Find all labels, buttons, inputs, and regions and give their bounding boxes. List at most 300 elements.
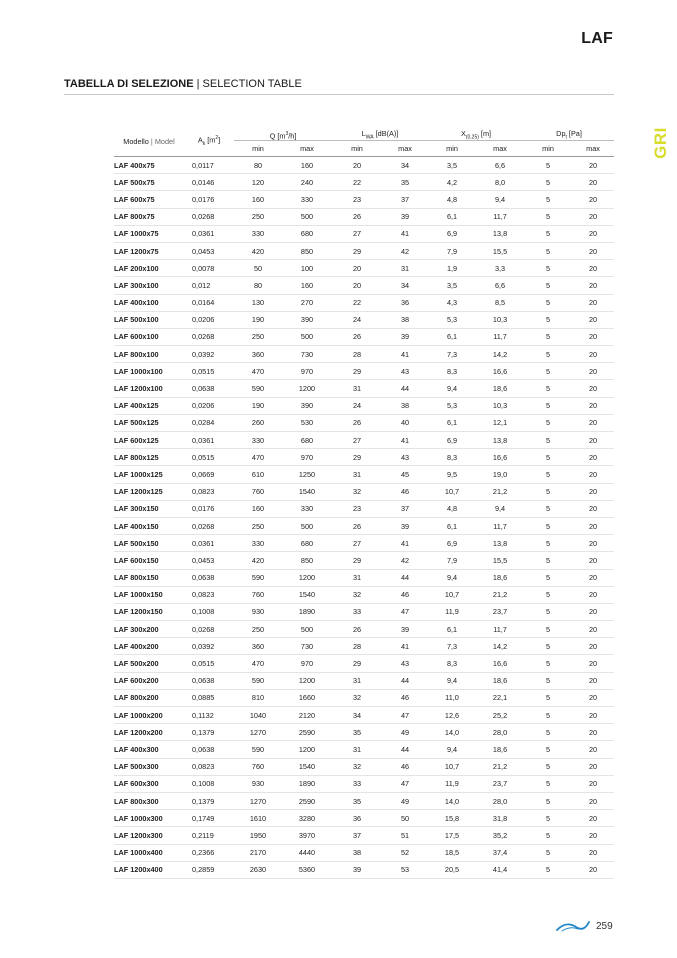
value-cell: 29 <box>332 449 382 466</box>
table-row <box>114 775 614 792</box>
value-cell: 9,5 <box>428 466 476 483</box>
value-cell: 13,8 <box>476 225 524 242</box>
x-max-header: max <box>476 141 524 157</box>
value-cell: 41 <box>382 225 428 242</box>
value-cell: 10,7 <box>428 758 476 775</box>
value-cell: 20 <box>572 311 614 328</box>
value-cell: 12,1 <box>476 414 524 431</box>
dp-max-header: max <box>572 141 614 157</box>
col-header-q: Q $[m^3/h]$ <box>234 126 332 141</box>
value-cell: 590 <box>234 741 282 758</box>
ak-cell: 0,0392 <box>184 638 234 655</box>
ak-cell: 0,1008 <box>184 775 234 792</box>
table-row <box>114 191 614 208</box>
value-cell: 120 <box>234 174 282 191</box>
table-row <box>114 225 614 242</box>
value-cell: 5 <box>524 277 572 294</box>
value-cell: 1540 <box>282 758 332 775</box>
col-header-model: Modello | Model <box>114 126 184 157</box>
model-cell: LAF 600x100 <box>114 328 184 345</box>
value-cell: 18,6 <box>476 672 524 689</box>
lwa-max-header: max <box>382 141 428 157</box>
model-cell: LAF 800x100 <box>114 346 184 363</box>
value-cell: 46 <box>382 483 428 500</box>
value-cell: 530 <box>282 414 332 431</box>
dp-min-header: min <box>524 141 572 157</box>
value-cell: 43 <box>382 655 428 672</box>
value-cell: 810 <box>234 689 282 706</box>
model-cell: LAF 1200x200 <box>114 724 184 741</box>
value-cell: 730 <box>282 346 332 363</box>
table-row <box>114 432 614 449</box>
value-cell: 18,6 <box>476 741 524 758</box>
value-cell: 20 <box>572 414 614 431</box>
value-cell: 970 <box>282 449 332 466</box>
value-cell: 5 <box>524 621 572 638</box>
value-cell: 1270 <box>234 724 282 741</box>
value-cell: 21,2 <box>476 483 524 500</box>
ak-cell: 0,0176 <box>184 500 234 517</box>
value-cell: 20 <box>572 208 614 225</box>
value-cell: 5 <box>524 638 572 655</box>
value-cell: 20 <box>572 655 614 672</box>
value-cell: 53 <box>382 861 428 878</box>
ak-cell: 0,0453 <box>184 552 234 569</box>
value-cell: 470 <box>234 655 282 672</box>
wave-logo-icon <box>556 920 590 932</box>
value-cell: 9,4 <box>428 569 476 586</box>
model-cell: LAF 400x150 <box>114 517 184 534</box>
value-cell: 6,1 <box>428 517 476 534</box>
model-cell: LAF 300x200 <box>114 621 184 638</box>
value-cell: 5 <box>524 242 572 259</box>
value-cell: 6,9 <box>428 225 476 242</box>
value-cell: 250 <box>234 621 282 638</box>
value-cell: 20 <box>572 827 614 844</box>
value-cell: 28 <box>332 638 382 655</box>
value-cell: 5 <box>524 741 572 758</box>
ak-cell: 0,0361 <box>184 432 234 449</box>
section-title-separator: | <box>193 78 203 90</box>
table-row <box>114 174 614 191</box>
value-cell: 29 <box>332 363 382 380</box>
model-cell: LAF 400x100 <box>114 294 184 311</box>
model-cell: LAF 800x200 <box>114 689 184 706</box>
value-cell: 5 <box>524 174 572 191</box>
value-cell: 41 <box>382 638 428 655</box>
value-cell: 20 <box>572 638 614 655</box>
value-cell: 360 <box>234 346 282 363</box>
value-cell: 21,2 <box>476 758 524 775</box>
model-cell: LAF 1200x100 <box>114 380 184 397</box>
value-cell: 1610 <box>234 810 282 827</box>
ak-cell: 0,0361 <box>184 225 234 242</box>
ak-cell: 0,0515 <box>184 449 234 466</box>
ak-cell: 0,0164 <box>184 294 234 311</box>
ak-cell: 0,0515 <box>184 655 234 672</box>
value-cell: 20 <box>572 328 614 345</box>
table-row <box>114 792 614 809</box>
value-cell: 11,0 <box>428 689 476 706</box>
col-header-x: $X_{(0,25)}$ [m] <box>428 126 524 141</box>
ak-cell: 0,0823 <box>184 758 234 775</box>
value-cell: 31 <box>382 260 428 277</box>
table-row <box>114 380 614 397</box>
value-cell: 20 <box>572 586 614 603</box>
value-cell: 5 <box>524 346 572 363</box>
table-row <box>114 363 614 380</box>
value-cell: 5 <box>524 603 572 620</box>
side-tab <box>650 126 672 160</box>
model-cell: LAF 1000x100 <box>114 363 184 380</box>
value-cell: 1270 <box>234 792 282 809</box>
value-cell: 330 <box>234 535 282 552</box>
value-cell: 7,3 <box>428 346 476 363</box>
value-cell: 32 <box>332 689 382 706</box>
value-cell: 6,9 <box>428 432 476 449</box>
value-cell: 10,3 <box>476 311 524 328</box>
value-cell: 20 <box>572 174 614 191</box>
value-cell: 29 <box>332 655 382 672</box>
value-cell: 39 <box>382 621 428 638</box>
value-cell: 420 <box>234 242 282 259</box>
value-cell: 1250 <box>282 466 332 483</box>
value-cell: 13,8 <box>476 535 524 552</box>
table-row <box>114 483 614 500</box>
col-header-ak: $A_k$ $[m^2]$ <box>184 126 234 157</box>
value-cell: 5 <box>524 586 572 603</box>
value-cell: 31,8 <box>476 810 524 827</box>
value-cell: 8,3 <box>428 449 476 466</box>
value-cell: 39 <box>382 517 428 534</box>
value-cell: 20 <box>572 346 614 363</box>
value-cell: 11,7 <box>476 328 524 345</box>
value-cell: 80 <box>234 157 282 174</box>
value-cell: 37 <box>332 827 382 844</box>
value-cell: 33 <box>332 775 382 792</box>
value-cell: 5,3 <box>428 311 476 328</box>
value-cell: 15,5 <box>476 242 524 259</box>
value-cell: 36 <box>332 810 382 827</box>
ak-cell: 0,0268 <box>184 621 234 638</box>
value-cell: 160 <box>282 277 332 294</box>
value-cell: 46 <box>382 586 428 603</box>
value-cell: 32 <box>332 586 382 603</box>
value-cell: 41 <box>382 432 428 449</box>
table-row <box>114 827 614 844</box>
value-cell: 34 <box>382 157 428 174</box>
value-cell: 5 <box>524 775 572 792</box>
table-row <box>114 672 614 689</box>
value-cell: 46 <box>382 689 428 706</box>
value-cell: 7,3 <box>428 638 476 655</box>
value-cell: 500 <box>282 621 332 638</box>
value-cell: 9,4 <box>476 191 524 208</box>
value-cell: 35 <box>382 174 428 191</box>
value-cell: 38 <box>332 844 382 861</box>
value-cell: 20 <box>572 483 614 500</box>
model-cell: LAF 500x75 <box>114 174 184 191</box>
table-row <box>114 655 614 672</box>
value-cell: 5 <box>524 191 572 208</box>
value-cell: 11,7 <box>476 517 524 534</box>
value-cell: 24 <box>332 311 382 328</box>
value-cell: 730 <box>282 638 332 655</box>
value-cell: 500 <box>282 517 332 534</box>
value-cell: 5 <box>524 449 572 466</box>
value-cell: 160 <box>234 191 282 208</box>
value-cell: 970 <box>282 655 332 672</box>
value-cell: 20 <box>572 758 614 775</box>
table-row <box>114 346 614 363</box>
value-cell: 41 <box>382 346 428 363</box>
ak-cell: 0,0078 <box>184 260 234 277</box>
value-cell: 50 <box>382 810 428 827</box>
value-cell: 26 <box>332 414 382 431</box>
model-cell: LAF 300x150 <box>114 500 184 517</box>
section-title <box>64 78 614 95</box>
value-cell: 5 <box>524 328 572 345</box>
table-row <box>114 517 614 534</box>
ak-cell: 0,0453 <box>184 242 234 259</box>
value-cell: 29 <box>332 242 382 259</box>
table-row <box>114 157 614 174</box>
value-cell: 8,5 <box>476 294 524 311</box>
value-cell: 31 <box>332 741 382 758</box>
value-cell: 680 <box>282 225 332 242</box>
value-cell: 16,6 <box>476 363 524 380</box>
model-cell: LAF 1000x125 <box>114 466 184 483</box>
table-row <box>114 638 614 655</box>
model-cell: LAF 800x75 <box>114 208 184 225</box>
table-row <box>114 724 614 741</box>
value-cell: 20 <box>572 844 614 861</box>
col-header-dp: $Dp_t$ [Pa] <box>524 126 614 141</box>
model-cell: LAF 1200x300 <box>114 827 184 844</box>
value-cell: 4,2 <box>428 174 476 191</box>
ak-cell: 0,0392 <box>184 346 234 363</box>
value-cell: 42 <box>382 242 428 259</box>
table-row <box>114 449 614 466</box>
value-cell: 5 <box>524 483 572 500</box>
ak-cell: 0,2859 <box>184 861 234 878</box>
value-cell: 680 <box>282 535 332 552</box>
value-cell: 5 <box>524 432 572 449</box>
model-cell: LAF 1200x400 <box>114 861 184 878</box>
ak-cell: 0,1379 <box>184 724 234 741</box>
ak-cell: 0,1749 <box>184 810 234 827</box>
model-cell: LAF 600x125 <box>114 432 184 449</box>
value-cell: 20 <box>572 792 614 809</box>
value-cell: 20 <box>332 157 382 174</box>
value-cell: 4440 <box>282 844 332 861</box>
value-cell: 20 <box>572 449 614 466</box>
model-cell: LAF 400x200 <box>114 638 184 655</box>
value-cell: 20 <box>572 535 614 552</box>
table-row <box>114 277 614 294</box>
value-cell: 23,7 <box>476 603 524 620</box>
value-cell: 6,1 <box>428 414 476 431</box>
ak-cell: 0,1008 <box>184 603 234 620</box>
ak-cell: 0,0284 <box>184 414 234 431</box>
value-cell: 11,7 <box>476 621 524 638</box>
value-cell: 34 <box>382 277 428 294</box>
value-cell: 2590 <box>282 792 332 809</box>
value-cell: 20 <box>572 260 614 277</box>
table-row <box>114 242 614 259</box>
value-cell: 31 <box>332 380 382 397</box>
value-cell: 15,8 <box>428 810 476 827</box>
value-cell: 39 <box>332 861 382 878</box>
value-cell: 1040 <box>234 707 282 724</box>
value-cell: 5 <box>524 414 572 431</box>
ak-cell: 0,2119 <box>184 827 234 844</box>
value-cell: 20 <box>572 380 614 397</box>
value-cell: 1950 <box>234 827 282 844</box>
value-cell: 5 <box>524 311 572 328</box>
value-cell: 28 <box>332 346 382 363</box>
value-cell: 10,7 <box>428 483 476 500</box>
value-cell: 37,4 <box>476 844 524 861</box>
value-cell: 51 <box>382 827 428 844</box>
value-cell: 7,9 <box>428 552 476 569</box>
table-row <box>114 552 614 569</box>
value-cell: 5 <box>524 208 572 225</box>
value-cell: 5 <box>524 397 572 414</box>
value-cell: 850 <box>282 242 332 259</box>
model-cell: LAF 1000x200 <box>114 707 184 724</box>
value-cell: 35 <box>332 724 382 741</box>
value-cell: 20 <box>572 569 614 586</box>
model-cell: LAF 1200x75 <box>114 242 184 259</box>
value-cell: 37 <box>382 500 428 517</box>
model-cell: LAF 500x125 <box>114 414 184 431</box>
model-cell: LAF 600x300 <box>114 775 184 792</box>
value-cell: 160 <box>282 157 332 174</box>
value-cell: 3,5 <box>428 157 476 174</box>
value-cell: 20 <box>572 810 614 827</box>
value-cell: 27 <box>332 225 382 242</box>
value-cell: 11,9 <box>428 603 476 620</box>
value-cell: 37 <box>382 191 428 208</box>
value-cell: 1200 <box>282 741 332 758</box>
value-cell: 44 <box>382 380 428 397</box>
model-cell: LAF 1000x150 <box>114 586 184 603</box>
value-cell: 33 <box>332 603 382 620</box>
value-cell: 5 <box>524 225 572 242</box>
value-cell: 31 <box>332 569 382 586</box>
value-cell: 1540 <box>282 483 332 500</box>
value-cell: 5 <box>524 792 572 809</box>
value-cell: 4,8 <box>428 191 476 208</box>
value-cell: 5 <box>524 535 572 552</box>
value-cell: 20 <box>572 689 614 706</box>
value-cell: 23,7 <box>476 775 524 792</box>
value-cell: 2120 <box>282 707 332 724</box>
value-cell: 14,2 <box>476 638 524 655</box>
value-cell: 20 <box>572 242 614 259</box>
ak-cell: 0,0361 <box>184 535 234 552</box>
value-cell: 680 <box>282 432 332 449</box>
table-row <box>114 414 614 431</box>
value-cell: 20 <box>572 603 614 620</box>
value-cell: 5 <box>524 294 572 311</box>
table-row <box>114 569 614 586</box>
table-row <box>114 586 614 603</box>
value-cell: 26 <box>332 621 382 638</box>
value-cell: 5,3 <box>428 397 476 414</box>
value-cell: 3280 <box>282 810 332 827</box>
table-row <box>114 328 614 345</box>
table-row <box>114 311 614 328</box>
ak-cell: 0,0638 <box>184 569 234 586</box>
model-cell: LAF 600x150 <box>114 552 184 569</box>
table-row <box>114 621 614 638</box>
value-cell: 610 <box>234 466 282 483</box>
ak-cell: 0,1132 <box>184 707 234 724</box>
value-cell: 14,0 <box>428 724 476 741</box>
value-cell: 6,1 <box>428 208 476 225</box>
value-cell: 20 <box>332 260 382 277</box>
ak-cell: 0,0206 <box>184 397 234 414</box>
table-body <box>114 157 614 879</box>
section-title-en: SELECTION TABLE <box>202 78 302 90</box>
page-number: 259 <box>596 921 613 932</box>
value-cell: 3,3 <box>476 260 524 277</box>
value-cell: 1540 <box>282 586 332 603</box>
value-cell: 250 <box>234 328 282 345</box>
value-cell: 50 <box>234 260 282 277</box>
value-cell: 5 <box>524 517 572 534</box>
ak-cell: 0,0885 <box>184 689 234 706</box>
ak-cell: 0,2366 <box>184 844 234 861</box>
value-cell: 22,1 <box>476 689 524 706</box>
value-cell: 25,2 <box>476 707 524 724</box>
model-cell: LAF 300x100 <box>114 277 184 294</box>
value-cell: 28,0 <box>476 792 524 809</box>
value-cell: 330 <box>282 191 332 208</box>
value-cell: 12,6 <box>428 707 476 724</box>
value-cell: 27 <box>332 432 382 449</box>
value-cell: 5 <box>524 810 572 827</box>
value-cell: 330 <box>234 225 282 242</box>
value-cell: 21,2 <box>476 586 524 603</box>
value-cell: 5 <box>524 363 572 380</box>
value-cell: 1,9 <box>428 260 476 277</box>
value-cell: 5 <box>524 689 572 706</box>
value-cell: 20 <box>572 466 614 483</box>
value-cell: 470 <box>234 449 282 466</box>
table-row <box>114 844 614 861</box>
value-cell: 49 <box>382 792 428 809</box>
value-cell: 20 <box>332 277 382 294</box>
value-cell: 38 <box>382 397 428 414</box>
ak-cell: 0,0176 <box>184 191 234 208</box>
value-cell: 47 <box>382 707 428 724</box>
value-cell: 14,2 <box>476 346 524 363</box>
value-cell: 500 <box>282 328 332 345</box>
value-cell: 20 <box>572 157 614 174</box>
value-cell: 4,8 <box>428 500 476 517</box>
model-cell: LAF 600x200 <box>114 672 184 689</box>
value-cell: 42 <box>382 552 428 569</box>
table-row <box>114 758 614 775</box>
value-cell: 760 <box>234 483 282 500</box>
value-cell: 20 <box>572 500 614 517</box>
value-cell: 5 <box>524 827 572 844</box>
value-cell: 41,4 <box>476 861 524 878</box>
value-cell: 47 <box>382 603 428 620</box>
